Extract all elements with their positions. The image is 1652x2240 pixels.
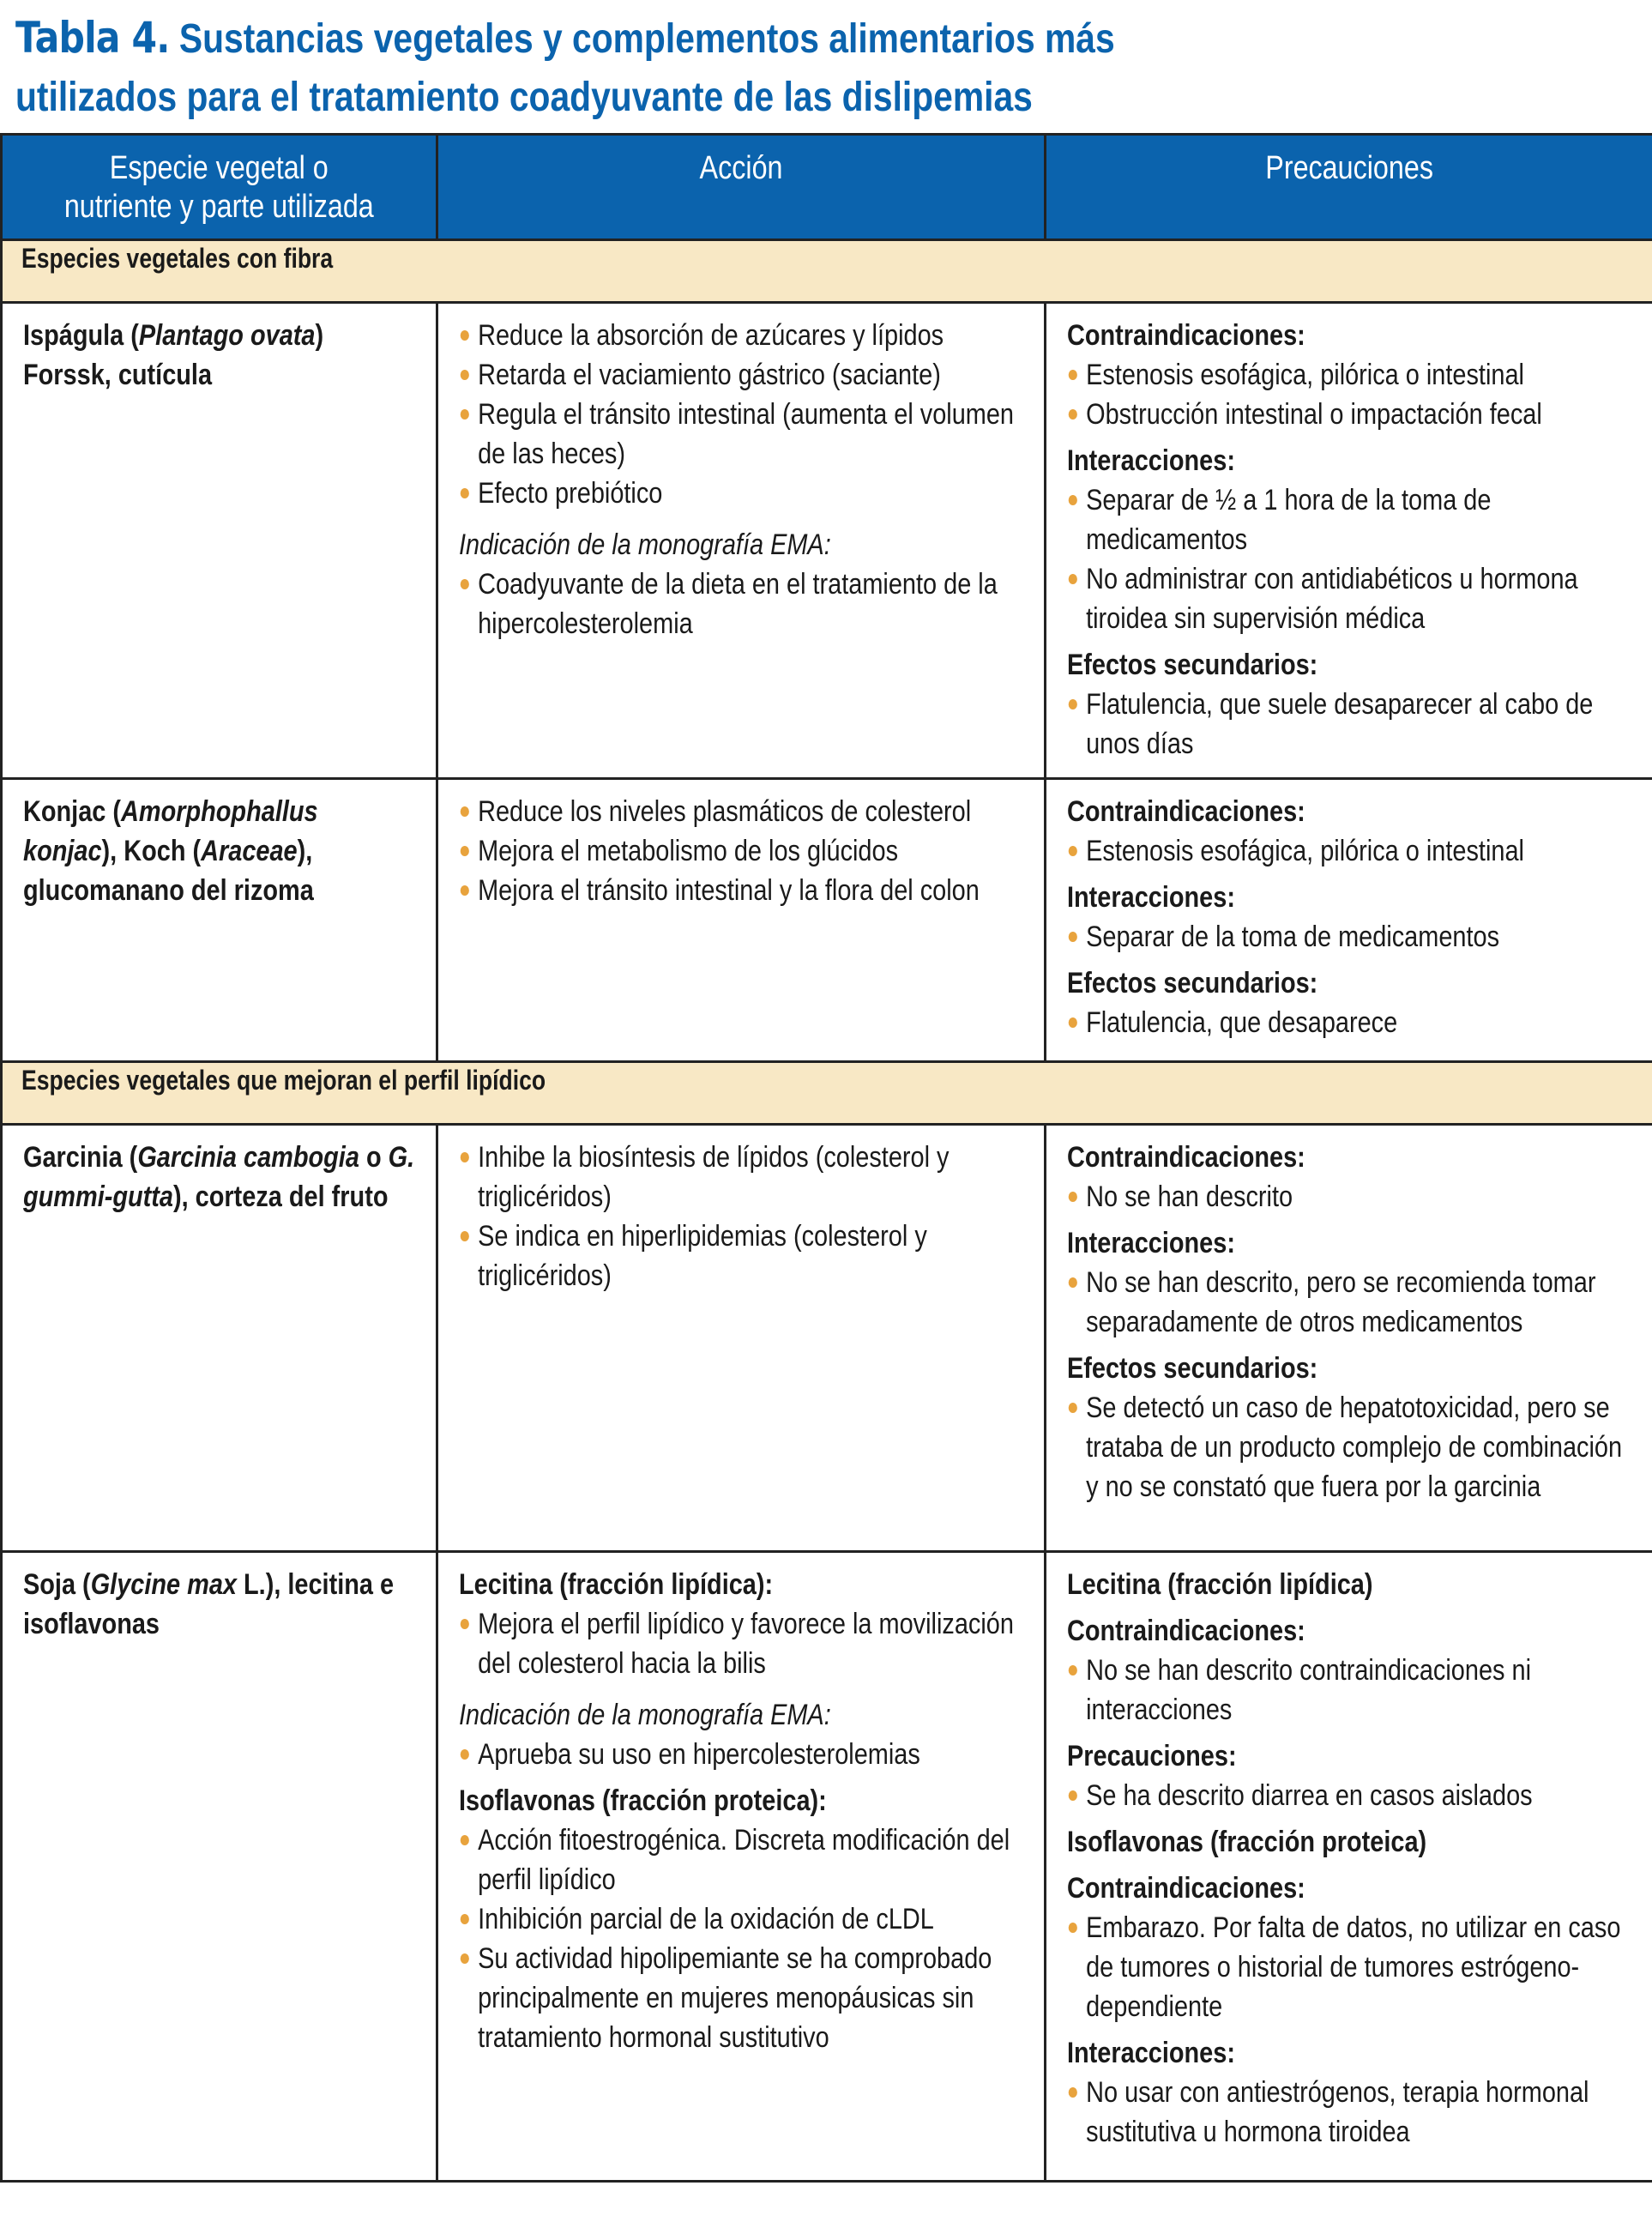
- table-row: [2, 1125, 1652, 1552]
- header-action: Acción: [437, 135, 1046, 240]
- title-label: Tabla 4.: [15, 13, 170, 63]
- header-precautions: Precauciones: [1046, 135, 1652, 240]
- list-item: Se ha descrito diarrea en casos aislados: [1067, 1776, 1635, 1815]
- species-cell: Ispágula (Plantago ovata) Forssk, cutícula: [2, 303, 437, 779]
- list-item: Embarazo. Por falta de datos, no utilizar en caso de tumores o historial de tumores estrógeno-dependiente: [1067, 1908, 1635, 2026]
- title-text-1: Sustancias vegetales y complementos alimentarios más: [178, 16, 1115, 62]
- species-cell: Konjac (Amorphophallus konjac), Koch (Araceae), glucomanano del rizoma: [2, 779, 437, 1062]
- interactions-label: Interacciones:: [1067, 881, 1235, 914]
- list-item: Mejora el metabolismo de los glúcidos: [459, 831, 1027, 871]
- list-item: Reduce los niveles plasmáticos de colesterol: [459, 792, 1027, 831]
- list-item: No usar con antiestrógenos, terapia hormonal sustitutiva u hormona tiroidea: [1067, 2073, 1635, 2152]
- list-item: Aprueba su uso en hipercolesterolemias: [459, 1735, 1027, 1774]
- list-item: Coadyuvante de la dieta en el tratamiento de la hipercolesterolemia: [459, 565, 1027, 643]
- interactions-label: Interacciones:: [1067, 1227, 1235, 1259]
- title-line-2: utilizados para el tratamiento coadyuvante de las dislipemias: [15, 75, 1033, 120]
- isoflavones-title: Isoflavonas (fracción proteica): [1067, 1826, 1427, 1858]
- list-item: Inhibición parcial de la oxidación de cLDL: [459, 1899, 1027, 1939]
- list-item: No se han descrito: [1067, 1177, 1635, 1217]
- list-item: Inhibe la biosíntesis de lípidos (colesterol y triglicéridos): [459, 1138, 1027, 1217]
- table-row: [2, 1552, 1652, 2182]
- action-cell: [437, 779, 1046, 1062]
- list-item: Separar de la toma de medicamentos: [1067, 917, 1635, 957]
- list-item: Estenosis esofágica, pilórica o intestinal: [1067, 831, 1635, 871]
- precautions-cell: [1046, 1125, 1652, 1552]
- precautions-cell: [1046, 1552, 1652, 2182]
- side-effects-label: Efectos secundarios:: [1067, 1352, 1318, 1385]
- list-item: Separar de ½ a 1 hora de la toma de medicamentos: [1067, 480, 1635, 559]
- precautions-label: Precauciones:: [1067, 1740, 1237, 1772]
- contraindications-label: Contraindicaciones:: [1067, 1615, 1305, 1647]
- section-row: [2, 1062, 1652, 1125]
- table-header-row: [2, 135, 1652, 240]
- action-cell: [437, 303, 1046, 779]
- table-title: [15, 9, 1637, 127]
- precautions-cell: [1046, 779, 1652, 1062]
- species-cell: Soja (Glycine max L.), lecitina e isoflavonas: [2, 1552, 437, 2182]
- table-row: [2, 779, 1652, 1062]
- list-item: Mejora el perfil lipídico y favorece la movilización del colesterol hacia la bilis: [459, 1604, 1027, 1683]
- ema-label: Indicación de la monografía EMA:: [459, 528, 831, 561]
- contraindications-label: Contraindicaciones:: [1067, 1872, 1305, 1905]
- lecithin-label: Lecitina (fracción lipídica):: [459, 1568, 774, 1601]
- action-cell: [437, 1125, 1046, 1552]
- precautions-cell: [1046, 303, 1652, 779]
- species-cell: Garcinia (Garcinia cambogia o G. gummi-gutta), corteza del fruto: [2, 1125, 437, 1552]
- list-item: No se han descrito contraindicaciones ni interacciones: [1067, 1651, 1635, 1730]
- list-item: Flatulencia, que desaparece: [1067, 1003, 1635, 1042]
- side-effects-label: Efectos secundarios:: [1067, 967, 1318, 999]
- interactions-label: Interacciones:: [1067, 2037, 1235, 2069]
- action-cell: [437, 1552, 1046, 2182]
- section-row: [2, 240, 1652, 303]
- list-item: Se indica en hiperlipidemias (colesterol y triglicéridos): [459, 1217, 1027, 1295]
- contraindications-label: Contraindicaciones:: [1067, 795, 1305, 828]
- list-item: Estenosis esofágica, pilórica o intestinal: [1067, 355, 1635, 395]
- list-item: Mejora el tránsito intestinal y la flora del colon: [459, 871, 1027, 910]
- section-fiber: Especies vegetales con fibra: [2, 240, 1652, 303]
- table-row: [2, 303, 1652, 779]
- interactions-label: Interacciones:: [1067, 444, 1235, 477]
- ema-label: Indicación de la monografía EMA:: [459, 1699, 831, 1731]
- title-line-1: [15, 9, 1394, 69]
- list-item: Regula el tránsito intestinal (aumenta el volumen de las heces): [459, 395, 1027, 474]
- header-species: Especie vegetal o nutriente y parte utilizada: [2, 135, 437, 240]
- list-item: Obstrucción intestinal o impactación fecal: [1067, 395, 1635, 434]
- list-item: Retarda el vaciamiento gástrico (saciante): [459, 355, 1027, 395]
- side-effects-label: Efectos secundarios:: [1067, 649, 1318, 681]
- list-item: Efecto prebiótico: [459, 474, 1027, 513]
- supplements-table: [0, 133, 1652, 2183]
- isoflavones-label: Isoflavonas (fracción proteica):: [459, 1784, 827, 1817]
- contraindications-label: Contraindicaciones:: [1067, 1141, 1305, 1174]
- list-item: Reduce la absorción de azúcares y lípidos: [459, 316, 1027, 355]
- list-item: Flatulencia, que suele desaparecer al cabo de unos días: [1067, 685, 1635, 764]
- section-lipid-profile: Especies vegetales que mejoran el perfil lipídico: [2, 1062, 1652, 1125]
- lecithin-title: Lecitina (fracción lipídica): [1067, 1568, 1373, 1601]
- list-item: Se detectó un caso de hepatotoxicidad, pero se trataba de un producto complejo de combinación y no se constató que fuera por la garcinia: [1067, 1388, 1635, 1506]
- contraindications-label: Contraindicaciones:: [1067, 319, 1305, 352]
- list-item: No administrar con antidiabéticos u hormona tiroidea sin supervisión médica: [1067, 559, 1635, 638]
- list-item: Su actividad hipolipemiante se ha comprobado principalmente en mujeres menopáusicas sin tratamiento hormonal sustitutivo: [459, 1939, 1027, 2057]
- list-item: No se han descrito, pero se recomienda tomar separadamente de otros medicamentos: [1067, 1263, 1635, 1342]
- list-item: Acción fitoestrogénica. Discreta modificación del perfil lipídico: [459, 1820, 1027, 1899]
